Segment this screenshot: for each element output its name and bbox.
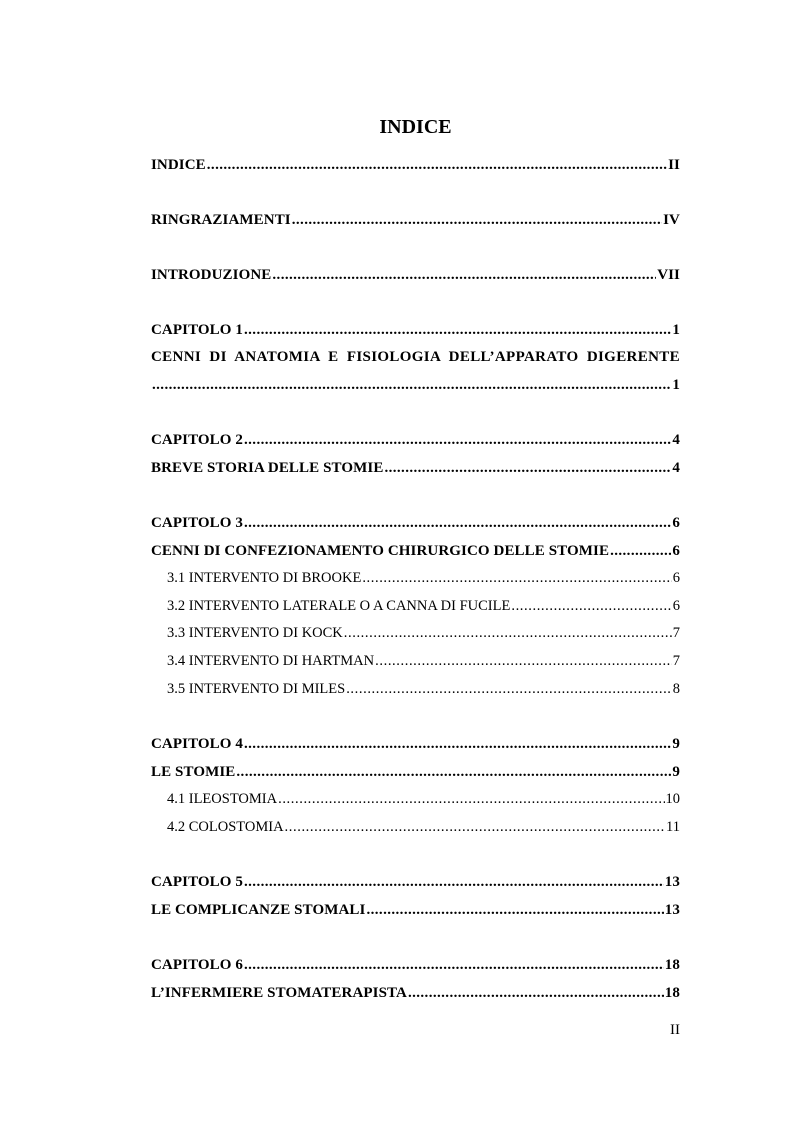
toc-entry-capitolo-4[interactable] <box>151 734 680 754</box>
toc-page: IV <box>663 212 680 228</box>
toc-page: 4 <box>672 432 680 448</box>
toc-label: 3.3 INTERVENTO DI KOCK <box>167 625 343 641</box>
toc-label: 3.5 INTERVENTO DI MILES <box>167 681 346 697</box>
toc-entry-3-2[interactable] <box>167 596 680 616</box>
toc-entry-capitolo-3-title[interactable] <box>151 541 680 561</box>
dot-leader <box>292 210 662 230</box>
toc-label: 3.4 INTERVENTO DI HARTMAN <box>167 653 375 669</box>
toc-page: 18 <box>664 957 680 973</box>
toc-entry-4-2[interactable] <box>167 817 680 837</box>
toc-page: 6 <box>672 515 680 531</box>
dot-leader <box>366 900 663 920</box>
toc-page: 13 <box>664 874 680 890</box>
toc-entry-ringraziamenti[interactable] <box>151 210 680 230</box>
toc-entry-3-3[interactable] <box>167 623 680 643</box>
toc-entry-introduzione[interactable] <box>151 265 680 285</box>
toc-page: 13 <box>664 902 680 918</box>
toc-label: RINGRAZIAMENTI <box>151 212 291 228</box>
toc-label: CAPITOLO 1 <box>151 322 243 338</box>
toc-entry-4-1[interactable] <box>167 789 680 809</box>
toc-page: 6 <box>672 598 680 614</box>
toc-page: 9 <box>672 764 680 780</box>
dot-leader <box>152 375 671 395</box>
toc-page: 11 <box>666 819 680 835</box>
toc-label: L’INFERMIERE STOMATERAPISTA <box>151 985 407 1001</box>
toc-entry-3-1[interactable] <box>167 568 680 588</box>
toc-label: 4.2 COLOSTOMIA <box>167 819 284 835</box>
toc-entry-3-4[interactable] <box>167 651 680 671</box>
toc-label: INDICE <box>151 157 206 173</box>
dot-leader <box>610 541 671 561</box>
toc-entry-capitolo-1[interactable] <box>151 320 680 340</box>
dot-leader <box>236 762 671 782</box>
dot-leader <box>244 320 671 340</box>
toc-label: LE COMPLICANZE STOMALI <box>151 902 366 918</box>
dot-leader <box>244 872 664 892</box>
toc-label: LE STOMIE <box>151 764 236 780</box>
dot-leader <box>278 789 664 809</box>
toc-label: BREVE STORIA DELLE STOMIE <box>151 460 384 476</box>
toc-label: 3.2 INTERVENTO LATERALE O A CANNA DI FUCILE <box>167 598 511 614</box>
toc-entry-indice[interactable] <box>151 155 680 175</box>
toc-entry-capitolo-2-title[interactable] <box>151 458 680 478</box>
toc-label: INTRODUZIONE <box>151 267 272 283</box>
dot-leader <box>285 817 665 837</box>
toc-entry-capitolo-1-title[interactable]: CENNI DI ANATOMIA E FISIOLOGIA DELL’APPARATO DIGERENTE <box>151 349 680 365</box>
dot-leader <box>272 265 656 285</box>
toc-entry-capitolo-5[interactable] <box>151 872 680 892</box>
toc-entry-capitolo-3[interactable] <box>151 513 680 533</box>
dot-leader <box>375 651 672 671</box>
toc-page: II <box>668 157 680 173</box>
toc-label: CENNI DI CONFEZIONAMENTO CHIRURGICO DELLE STOMIE <box>151 543 610 559</box>
toc-entry-capitolo-1-title-leader[interactable] <box>151 375 680 395</box>
page-title: INDICE <box>379 116 452 138</box>
toc-label: CAPITOLO 4 <box>151 736 243 752</box>
toc-page: 8 <box>672 681 680 697</box>
dot-leader <box>384 458 671 478</box>
toc-label: CAPITOLO 2 <box>151 432 243 448</box>
toc-page: 10 <box>665 791 680 807</box>
toc-label: CAPITOLO 6 <box>151 957 243 973</box>
toc-page: 1 <box>672 322 680 338</box>
toc-label: 3.1 INTERVENTO DI BROOKE <box>167 570 362 586</box>
toc-page: 6 <box>672 543 680 559</box>
dot-leader <box>244 955 664 975</box>
toc-page: 1 <box>672 377 680 393</box>
toc-entry-capitolo-2[interactable] <box>151 430 680 450</box>
toc-page: 9 <box>672 736 680 752</box>
dot-leader <box>244 513 671 533</box>
dot-leader <box>346 679 672 699</box>
toc-page: 7 <box>672 653 680 669</box>
toc-label: 4.1 ILEOSTOMIA <box>167 791 278 807</box>
toc-page: 6 <box>672 570 680 586</box>
toc-entry-capitolo-6-title[interactable] <box>151 983 680 1003</box>
toc-entry-capitolo-4-title[interactable] <box>151 762 680 782</box>
toc-page: 18 <box>664 985 680 1001</box>
dot-leader <box>362 568 671 588</box>
toc-page: 4 <box>672 460 680 476</box>
toc-page: VII <box>657 267 680 283</box>
page-number: II <box>670 1022 680 1038</box>
toc-label: CAPITOLO 5 <box>151 874 243 890</box>
toc-entry-capitolo-6[interactable] <box>151 955 680 975</box>
toc-entry-capitolo-5-title[interactable] <box>151 900 680 920</box>
dot-leader <box>344 623 672 643</box>
toc-page: 7 <box>672 625 680 641</box>
dot-leader <box>244 734 671 754</box>
dot-leader <box>207 155 667 175</box>
toc-entry-3-5[interactable] <box>167 679 680 699</box>
toc-label: CAPITOLO 3 <box>151 515 243 531</box>
dot-leader <box>408 983 664 1003</box>
dot-leader <box>244 430 671 450</box>
dot-leader <box>511 596 671 616</box>
